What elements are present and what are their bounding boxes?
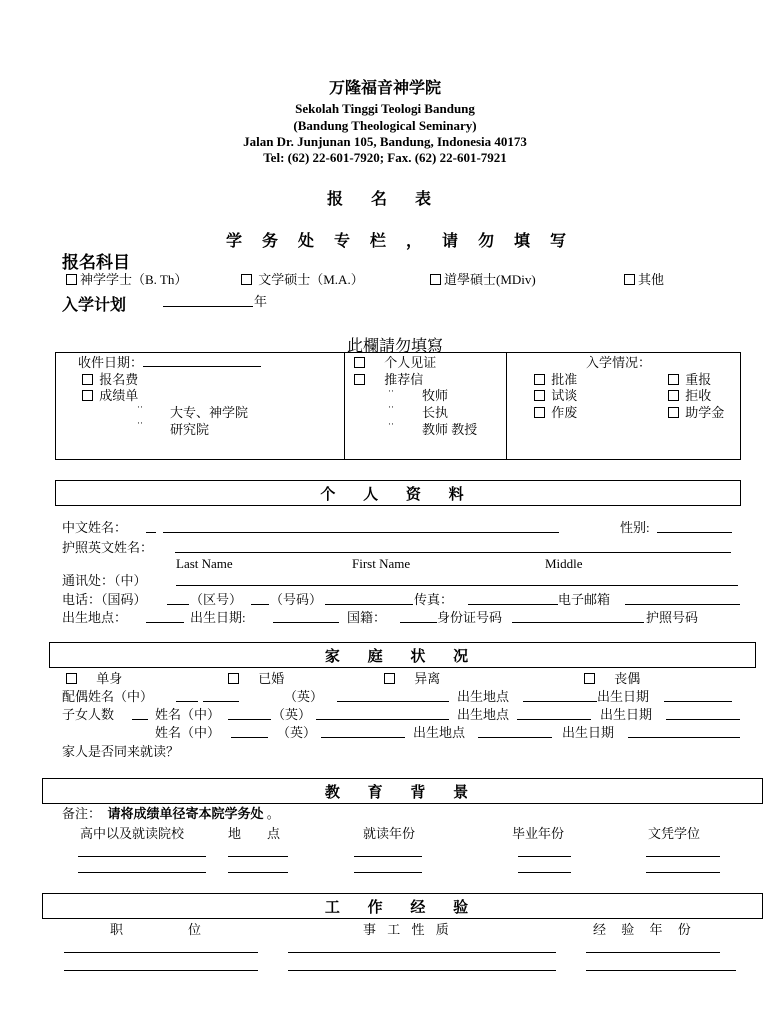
work-nature-field[interactable] xyxy=(288,952,556,953)
gender-field[interactable] xyxy=(657,532,732,533)
checkbox-icon xyxy=(534,374,545,385)
last-name-label: Last Name xyxy=(176,556,233,571)
bullet-icon: ·· xyxy=(137,418,143,428)
spouse-name-label: 配偶姓名（中） xyxy=(62,689,154,704)
status-single[interactable]: 单身 xyxy=(66,671,122,686)
work-col-position: 职 位 xyxy=(110,922,202,937)
child2-birthplace-label: 出生地点 xyxy=(413,725,466,740)
work-nature-field[interactable] xyxy=(288,970,556,971)
checkbox-icon xyxy=(534,407,545,418)
work-col-nature: 事 工 性 质 xyxy=(363,922,453,937)
program-option-other[interactable]: 其他 xyxy=(624,272,664,287)
checkbox-icon xyxy=(668,374,679,385)
nationality-field[interactable] xyxy=(400,622,437,623)
edu-location-field[interactable] xyxy=(228,856,288,857)
passport-number-label: 护照号码 xyxy=(646,610,699,625)
office-box-caption: 此欄請勿填寫 xyxy=(347,336,444,355)
birthplace-label: 出生地点： xyxy=(62,610,128,625)
middle-name-label: Middle xyxy=(545,556,583,571)
edu-degree-field[interactable] xyxy=(646,856,720,857)
child-birthplace-label: 出生地点 xyxy=(457,707,510,722)
recommendation-item[interactable]: 推荐信 xyxy=(354,372,423,387)
checkbox-icon xyxy=(82,374,93,385)
office-box-divider xyxy=(344,352,345,460)
children-count-label: 子女人数 xyxy=(62,707,115,722)
checkbox-icon xyxy=(584,673,595,684)
elder-item: 长执 xyxy=(422,405,449,420)
phone-number-field[interactable] xyxy=(325,604,413,605)
received-date-label: 收件日期： xyxy=(78,355,261,370)
form-title: 报 名 表 xyxy=(326,191,443,208)
spouse-birthplace-field[interactable] xyxy=(523,701,597,702)
checkbox-icon xyxy=(82,390,93,401)
spouse-name-cn-field[interactable] xyxy=(203,701,239,702)
child2-name-en-field[interactable] xyxy=(321,737,405,738)
testimony-item[interactable]: 个人见证 xyxy=(354,355,436,370)
checkbox-icon xyxy=(668,390,679,401)
child2-birthdate-label: 出生日期 xyxy=(562,725,615,740)
edu-col-degree: 文凭学位 xyxy=(648,826,701,841)
office-box-divider xyxy=(506,352,507,460)
status-void[interactable]: 作废 xyxy=(534,405,577,420)
plan-label: 入学计划 xyxy=(62,297,127,314)
checkbox-icon xyxy=(668,407,679,418)
checkbox-icon xyxy=(241,274,252,285)
bullet-icon: ·· xyxy=(388,402,394,412)
bullet-icon: ·· xyxy=(388,419,394,429)
transcript-item[interactable]: 成绩单 xyxy=(82,388,138,403)
checkbox-icon xyxy=(354,374,365,385)
spouse-name-en-field[interactable] xyxy=(337,701,449,702)
checkbox-icon xyxy=(430,274,441,285)
program-option-bth[interactable]: 神学学士（B. Th） xyxy=(66,272,187,287)
child-name-en-field[interactable] xyxy=(316,719,449,720)
area-code-label: （区号） xyxy=(190,592,243,607)
country-code-field[interactable] xyxy=(167,604,189,605)
edu-school-field[interactable] xyxy=(78,872,206,873)
status-approved[interactable]: 批准 xyxy=(534,372,577,387)
plan-year-field[interactable] xyxy=(163,306,253,307)
spouse-en-label: （英） xyxy=(284,689,324,704)
status-interview[interactable]: 试谈 xyxy=(534,388,577,403)
children-count-field[interactable] xyxy=(132,719,148,720)
child2-name-cn-field[interactable] xyxy=(231,737,268,738)
id-number-label: 身份证号码 xyxy=(437,610,503,625)
phone-label: 电话：（国码） xyxy=(62,592,147,607)
school-tel: Tel: (62) 22-601-7920; Fax. (62) 22-601-7921 xyxy=(263,150,507,165)
edu-col-location: 地 点 xyxy=(228,826,281,841)
edu-degree-field[interactable] xyxy=(646,872,720,873)
bullet-icon: ·· xyxy=(137,402,143,412)
work-col-years: 经 验 年 份 xyxy=(593,922,697,937)
spouse-birthdate-label: 出生日期 xyxy=(597,689,650,704)
spouse-birthdate-field[interactable] xyxy=(664,701,732,702)
school-address: Jalan Dr. Junjunan 105, Bandung, Indonesia 40173 xyxy=(243,134,527,149)
status-rejected[interactable]: 拒收 xyxy=(668,388,711,403)
school-name-en: (Bandung Theological Seminary) xyxy=(293,118,477,133)
nationality-label: 国籍： xyxy=(347,610,387,625)
spouse-name-cn-field[interactable] xyxy=(176,701,198,702)
program-option-ma[interactable]: 文学硕士（M.A.） xyxy=(241,272,364,287)
address-label: 通讯处：（中） xyxy=(62,573,147,588)
edu-col-graduation: 毕业年份 xyxy=(512,826,565,841)
status-reapply[interactable]: 重报 xyxy=(668,372,711,387)
passport-name-field[interactable] xyxy=(175,552,731,553)
section-family: 家 庭 状 况 xyxy=(49,642,756,668)
edu-graduation-field[interactable] xyxy=(518,856,571,857)
id-number-field[interactable] xyxy=(512,622,644,623)
email-field[interactable] xyxy=(625,604,740,605)
office-notice: 学 务 处 专 栏 ， 请 勿 填 写 xyxy=(225,233,574,250)
section-personal: 个 人 资 料 xyxy=(55,480,741,506)
child2-en-label: （英） xyxy=(277,725,317,740)
teacher-item: 教师 教授 xyxy=(422,422,478,437)
edu-col-years: 就读年份 xyxy=(363,826,416,841)
checkbox-icon xyxy=(228,673,239,684)
checkbox-icon xyxy=(384,673,395,684)
passport-name-label: 护照英文姓名： xyxy=(62,540,154,555)
child-name-cn-label: 姓名（中） xyxy=(155,707,221,722)
status-aid[interactable]: 助学金 xyxy=(668,405,724,420)
birthdate-field[interactable] xyxy=(273,622,339,623)
admission-status-title: 入学情况： xyxy=(586,355,652,370)
child-name-cn-field[interactable] xyxy=(228,719,271,720)
work-position-field[interactable] xyxy=(64,970,258,971)
status-widowed[interactable]: 丧偶 xyxy=(584,671,640,686)
school-name-id: Sekolah Tinggi Teologi Bandung xyxy=(295,101,475,116)
address-field[interactable] xyxy=(176,585,738,586)
checkbox-icon xyxy=(354,357,365,368)
edu-col-school: 高中以及就读院校 xyxy=(80,826,185,841)
program-option-mdiv[interactable]: 道學碩士(MDiv) xyxy=(430,272,536,287)
child-birthplace-field[interactable] xyxy=(517,719,591,720)
bullet-icon: ·· xyxy=(388,386,394,396)
fax-label: 传真： xyxy=(414,592,454,607)
plan-suffix: 年 xyxy=(254,294,268,309)
chinese-name-label: 中文姓名： xyxy=(62,520,128,535)
education-note: 备注： 请将成绩单径寄本院学务处 。 xyxy=(62,806,280,821)
college-item: 大专、神学院 xyxy=(170,405,249,420)
field-line xyxy=(146,532,156,533)
received-date-field[interactable] xyxy=(143,355,261,367)
pastor-item: 牧师 xyxy=(422,388,449,403)
edu-graduation-field[interactable] xyxy=(518,872,571,873)
checkbox-icon xyxy=(624,274,635,285)
spouse-birthplace-label: 出生地点 xyxy=(457,689,510,704)
number-label: （号码） xyxy=(270,592,323,607)
child-birthdate-label: 出生日期 xyxy=(600,707,653,722)
work-years-field[interactable] xyxy=(586,970,736,971)
edu-years-field[interactable] xyxy=(354,872,422,873)
checkbox-icon xyxy=(66,274,77,285)
work-position-field[interactable] xyxy=(64,952,258,953)
edu-location-field[interactable] xyxy=(228,872,288,873)
child-birthdate-field[interactable] xyxy=(666,719,740,720)
checkbox-icon xyxy=(66,673,77,684)
first-name-label: First Name xyxy=(352,556,411,571)
edu-years-field[interactable] xyxy=(354,856,422,857)
work-years-field[interactable] xyxy=(586,952,720,953)
child2-name-cn-label: 姓名（中） xyxy=(155,725,221,740)
program-heading: 报名科目 xyxy=(62,253,130,272)
fax-field[interactable] xyxy=(468,604,558,605)
chinese-name-field[interactable] xyxy=(163,532,559,533)
fee-item[interactable]: 报名费 xyxy=(82,372,138,387)
child2-birthplace-field[interactable] xyxy=(478,737,552,738)
section-work: 工 作 经 验 xyxy=(42,893,763,919)
child-en-label: （英） xyxy=(272,707,312,722)
section-education: 教 育 背 景 xyxy=(42,778,763,804)
status-divorced[interactable]: 异离 xyxy=(384,671,440,686)
gender-label: 性别: xyxy=(620,520,650,535)
birthdate-label: 出生日期: xyxy=(190,610,246,625)
school-name-cn: 万隆福音神学院 xyxy=(328,80,441,97)
email-label: 电子邮箱 xyxy=(558,592,611,607)
family-accompany-question: 家人是否同来就读？ xyxy=(62,744,180,759)
child2-birthdate-field[interactable] xyxy=(628,737,740,738)
checkbox-icon xyxy=(534,390,545,401)
birthplace-field[interactable] xyxy=(146,622,184,623)
graduate-item: 研究院 xyxy=(170,422,210,437)
edu-school-field[interactable] xyxy=(78,856,206,857)
area-code-field[interactable] xyxy=(251,604,269,605)
status-married[interactable]: 已婚 xyxy=(228,671,284,686)
